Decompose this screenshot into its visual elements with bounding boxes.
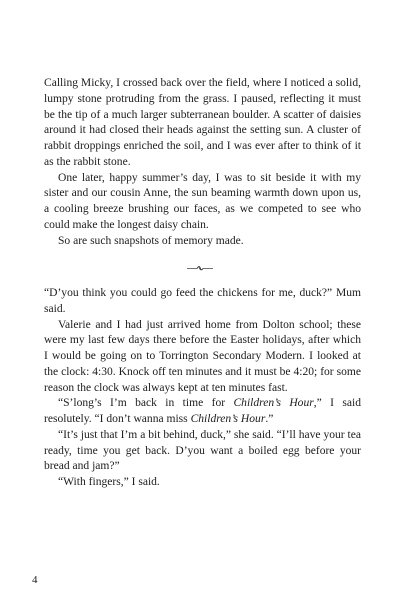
paragraph: “With fingers,” I said. [58,476,160,488]
paragraph: One later, happy summer’s day, I was to sit beside it with my sister and our cousin Anne, the sun beaming warmth down upon us, a cooling breeze brushing our faces, as we competed to see who could make the longest daisy chain. [44,171,361,231]
paragraph: “It’s just that I’m a bit behind, duck,” she said. “I’ll have your tea ready, time you get back. D’you want a boiled egg before your bread and jam?” [44,428,361,473]
italic-title: Children’s Hour [233,397,314,410]
section-two [44,286,361,491]
text-run: “S’long’s I’m back in time for [58,397,234,410]
text-run: ,” I said resolutely. “I don’t wanna miss [44,397,361,425]
paragraph: So are such snapshots of memory made. [58,234,244,247]
italic-title: Children’s Hour [190,413,266,425]
page-number: 4 [32,574,38,586]
text-run: .” [265,413,274,425]
paragraph: “D’you think you could go feed the chickens for me, duck?” Mum said. [44,287,361,315]
paragraph: Calling Micky, I crossed back over the field, where I noticed a solid, lumpy stone protruding from the grass. I paused, reflecting it must be the tip of a much larger subterranean boulder. A scatter of daisies around it had closed their heads against the setting sun. A cluster of rabbit droppings enriched the soil, and I was ever after to think of it as the rabbit stone. [44,77,361,168]
paragraph [44,396,361,428]
section-one [44,76,361,249]
paragraph: Valerie and I had just arrived home from Dolton school; these were my last few days there before the Easter holidays, after which I would be going on to Torrington Secondary Modern. I looked at the clock: 4:30. Knock off ten minutes and it must be 4:20; for some reason the clock was always kept at ten minutes fast. [44,318,361,394]
section-break-flourish-icon [186,264,214,272]
